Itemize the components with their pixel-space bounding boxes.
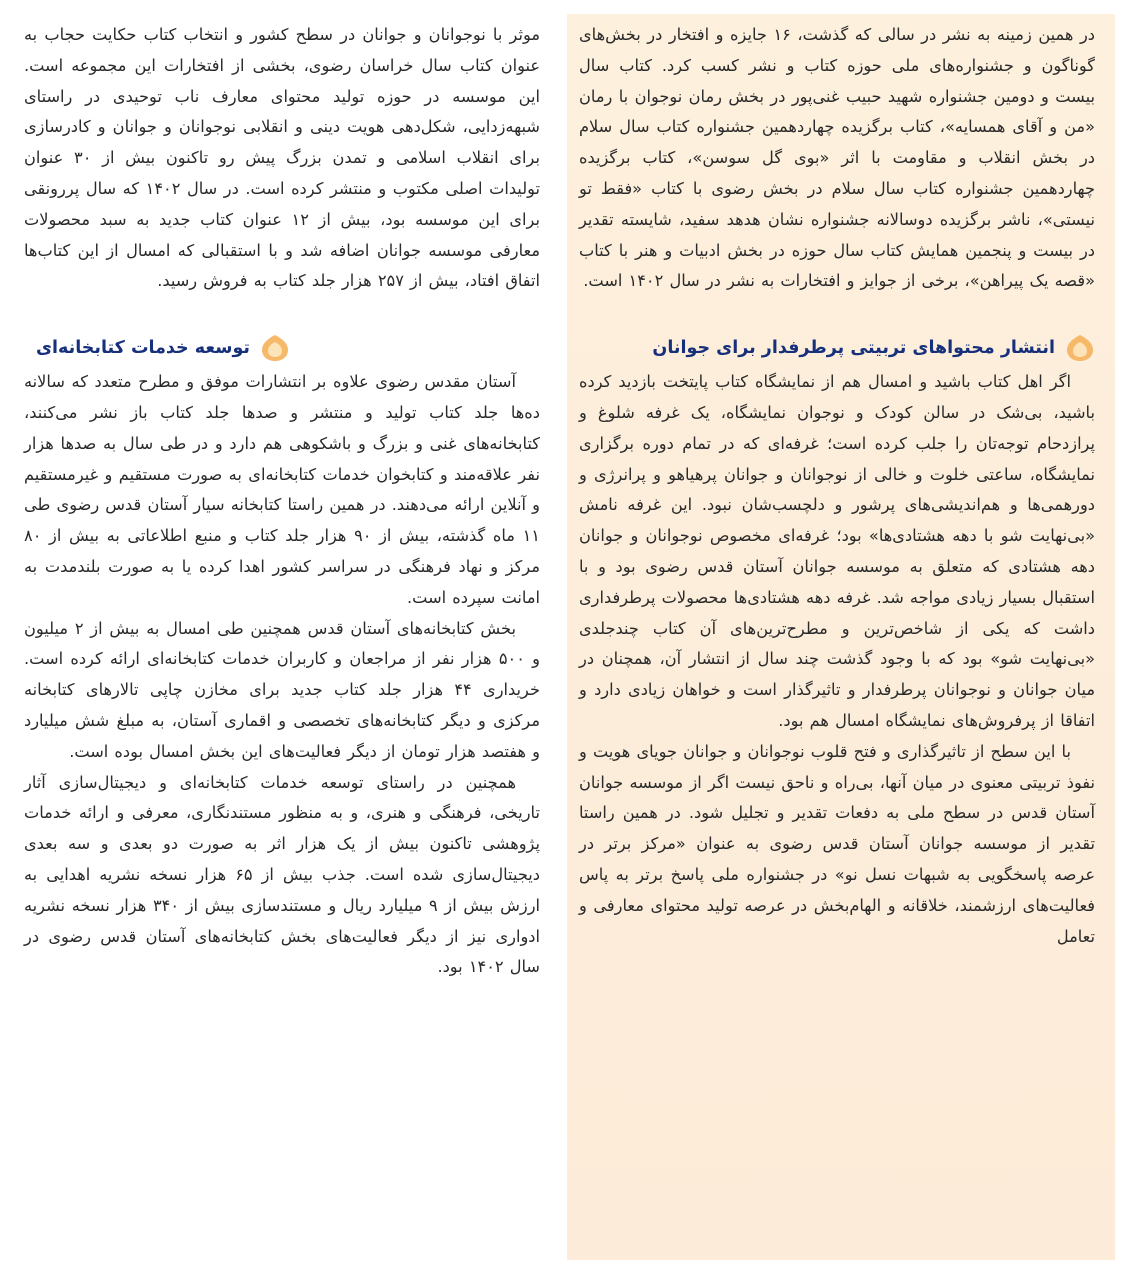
left-column-intro-paragraph: موثر با نوجوانان و جوانان در سطح کشور و انتخاب کتاب حکایت حجاب به عنوان کتاب سال خراسان رضوی، بخشی از افتخارات این مجموعه است. این موسسه در حوزه تولید محتوای معارف ناب توحیدی در راستای شبهه‌زدایی، شکل‌دهی هویت دینی و انقلابی نوجوانان و جوانان و کادرسازی برای انقلاب اسلامی و تمدن بزرگ پیش رو تاکنون بیش از ۳۰ عنوان تولیدات اصلی مکتوب و منتشر کرده است. در سال ۱۴۰۲ که سال پررونقی برای این موسسه بود، بیش از ۱۲ عنوان کتاب جدید به سبد محصولات معارفی موسسه جوانان اضافه شد و با استقبالی که امسال از این کتاب‌ها اتفاق افتاد، بیش از ۲۵۷ هزار جلد کتاب به فروش رسید. [24,25,540,291]
right-column-paragraph: اگر اهل کتاب باشید و امسال هم از نمایشگاه کتاب پایتخت بازدید کرده باشید، بی‌شک در سالن کودک و نوجوان نمایشگاه، یک غرفه شلوغ و پرازدحام توجه‌تان را جلب کرده است؛ غرفه‌ای که در تمام دوره برگزاری نمایشگاه، ساعتی خلوت و خالی از نوجوانان و جوانان پرهیاهو و پرانرژی و دورهمی‌ها و هم‌اندیشی‌های پرشور و دلچسب‌شان نبود. این غرفه نامش «بی‌نهایت شو با دهه هشتادی‌ها» بود؛ غرفه‌ای مخصوص نوجوانان و جوانان دهه هشتادی که متعلق به موسسه جوانان آستان قدس رضوی بود و با استقبال بسیار زیادی مواجه شد. غرفه دهه هشتادی‌ها محصولات پرطرفداری داشت که یکی از شاخص‌ترین و مطرح‌ترین‌های آن کتاب چندجلدی «بی‌نهایت شو» بود که با وجود گذشت چند سال از انتشار آن، همچنان در میان جوانان و نوجوانان پرطرفدار و تاثیرگذار است و خواهان زیادی دارد و اتفاقا از پرفروش‌های نمایشگاه امسال هم بود. [579,372,1095,730]
right-column-intro-paragraph: در همین زمینه به نشر در سالی که گذشت، ۱۶ جایزه و افتخار در بخش‌های گوناگون و جشنواره‌های ملی حوزه کتاب و نشر کسب کرد. کتاب سال بیست و دومین جشنواره شهید حبیب غنی‌پور در بخش رمان نوجوان با رمان «من و آقای همسایه»، کتاب برگزیده چهاردهمین جشنواره کتاب سال سلام در بخش انقلاب و مقاومت با اثر «بوی گل سوسن»، کتاب برگزیده چهاردهمین جشنواره کتاب سال سلام در بخش رضوی با کتاب «فقط تو نیستی»، ناشر برگزیده دوسالانه جشنواره نشان هدهد سفید، شایسته تقدیر در بیست و پنجمین همایش کتاب سال حوزه در بخش ادبیات و هنر با کتاب «قصه یک پیراهن»، برخی از جوایز و افتخارات به نشر در سال ۱۴۰۲ است. [579,25,1095,291]
section-heading-title: توسعه خدمات کتابخانه‌ای [35,338,250,359]
ornament-bullet-icon [1065,333,1095,363]
ornament-bullet-icon [260,333,290,363]
left-column-paragraph: بخش کتابخانه‌های آستان قدس همچنین طی امسال به بیش از ۲ میلیون و ۵۰۰ هزار نفر از مراجعان و کاربران خدمات کتابخانه‌ای ارائه کرده است. خریداری ۴۴ هزار جلد کتاب جدید برای مخازن چاپی تالارهای کتابخانه مرکزی و دیگر کتابخانه‌های تخصصی و اقماری آستان، به مبلغ شش میلیارد و هفتصد هزار تومان از دیگر فعالیت‌های این بخش امسال بوده است. [24,618,541,761]
left-column-paragraph: همچنین در راستای توسعه خدمات کتابخانه‌ای و دیجیتال‌سازی آثار تاریخی، فرهنگی و هنری، و به منظور مستندنگاری، معرفی و ارائه خدمات پژوهشی تاکنون بیش از یک هزار اثر به صورت دو بعدی و سه بعدی دیجیتال‌سازی شده است. جذب بیش از ۶۵ هزار نسخه نشریه اهدایی به ارزش بیش از ۹ میلیارد ریال و مستندسازی بیش از ۳۴۰ هزار نسخه نشریه ادواری نیز از دیگر فعالیت‌های بخش کتابخانه‌های آستان قدس رضوی در سال ۱۴۰۲ بود. [24,772,541,977]
left-column [18,14,546,1260]
right-column-paragraph: با این سطح از تاثیرگذاری و فتح قلوب نوجوانان و جوانان جویای هویت و نفوذ تربیتی معنوی در میان آنها، بی‌راه و ناحق نیست اگر از موسسه جوانان آستان قدس در سطح ملی به دفعات تقدیر و تجلیل شود. در همین راستا تقدیر از موسسه جوانان آستان قدس رضوی به عنوان «مرکز برتر در عرصه پاسخگویی به شبهات نسل نو» در جشنواره ملی پاسخ برتر به پاس فعالیت‌های ارزشمند، خلاقانه و الهام‌بخش در عرصه تولید محتوای معارفی و تعامل [579,741,1095,946]
right-column [567,14,1115,1260]
section-heading-youth-content [579,333,1095,363]
section-heading-title: انتشار محتواهای تربیتی پرطرفدار برای جوانان [652,338,1055,359]
left-column-paragraph: آستان مقدس رضوی علاوه بر انتشارات موفق و مطرح متعدد که سالانه ده‌ها جلد کتاب تولید و منتشر و صدها جلد کتاب باز نشر می‌کنند، کتابخانه‌های غنی و بزرگ و باشکوهی هم دارد و در طی سال به صدها هزار نفر علاقه‌مند و کتابخوان خدمات کتابخانه‌ای به صورت مستقیم و غیرمستقیم و آنلاین ارائه می‌دهند. در همین راستا کتابخانه سیار آستان قدس رضوی طی ۱۱ ماه گذشته، بیش از ۹۰ هزار جلد کتاب و منبع اطلاعاتی به بیش از ۸۰ مرکز و نهاد فرهنگی در سراسر کشور اهدا کرده یا به صورت بلندمدت به امانت سپرده است. [24,372,540,607]
section-heading-library-services [24,333,540,363]
